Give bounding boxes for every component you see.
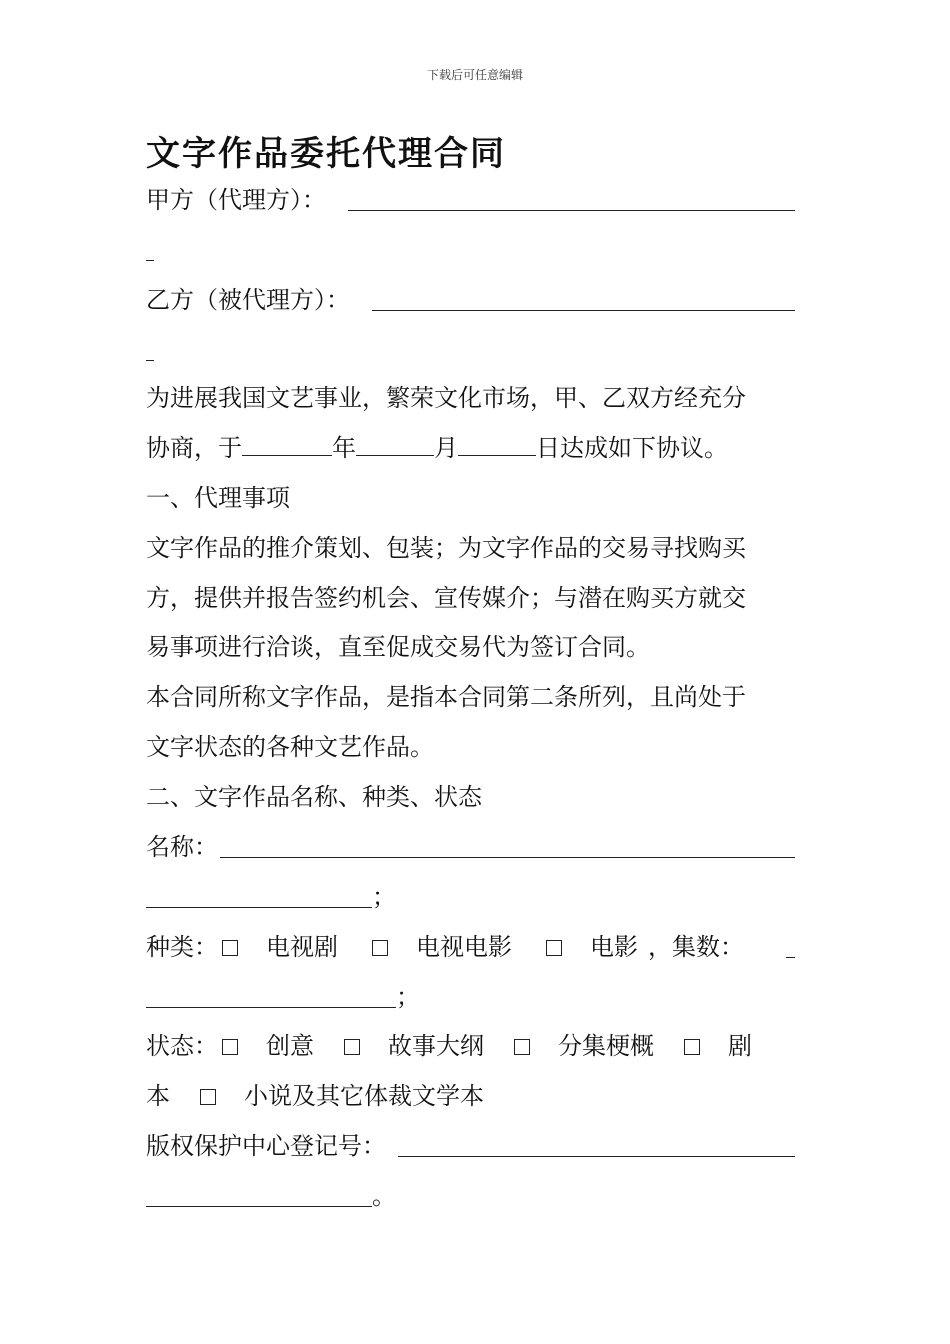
section-2-heading: 二、文字作品名称、种类、状态 xyxy=(146,783,482,811)
episodes-end: ； xyxy=(396,983,420,1011)
page-header: 下载后可任意编辑 xyxy=(426,68,523,82)
status-option-outline: 故事大纲 xyxy=(388,1032,484,1060)
intro-suffix: 日达成如下协议。 xyxy=(536,434,728,462)
day-field[interactable] xyxy=(458,433,536,456)
party-a-label: 甲方（代理方）： xyxy=(146,186,326,214)
kind-option-tv-series: 电视剧 xyxy=(266,933,338,961)
kind-row xyxy=(146,932,744,962)
status-checkbox-idea[interactable] xyxy=(222,1039,238,1055)
name-label: 名称： xyxy=(146,833,218,861)
party-b-field-tail xyxy=(146,360,154,361)
status-row xyxy=(146,1031,752,1061)
registration-field-line-2[interactable] xyxy=(146,1206,372,1207)
kind-option-film: 电影 xyxy=(590,933,638,961)
status-row-2 xyxy=(146,1081,484,1111)
name-field-line-2[interactable] xyxy=(146,907,372,908)
status-option-synopsis: 分集梗概 xyxy=(558,1032,654,1060)
document-title: 文字作品委托代理合同 xyxy=(146,134,506,174)
section-1-p2-line-1: 本合同所称文字作品，是指本合同第二条所列，且尚处于 xyxy=(146,683,746,711)
status-option-script-part-1: 剧 xyxy=(728,1032,752,1060)
registration-label: 版权保护中心登记号： xyxy=(146,1132,386,1160)
section-1-heading: 一、代理事项 xyxy=(146,484,290,512)
section-1-p1-line-1: 文字作品的推介策划、包装；为文字作品的交易寻找购买 xyxy=(146,534,746,562)
kind-checkbox-tv-series[interactable] xyxy=(222,940,238,956)
status-label: 状态： xyxy=(146,1032,218,1060)
registration-field[interactable] xyxy=(398,1156,795,1157)
kind-checkbox-tv-movie[interactable] xyxy=(372,940,388,956)
year-field[interactable] xyxy=(242,433,332,456)
section-1-p1-line-3: 易事项进行洽谈，直至促成交易代为签订合同。 xyxy=(146,633,650,661)
kind-label: 种类： xyxy=(146,933,218,961)
party-b-field[interactable] xyxy=(372,310,795,311)
month-label: 月 xyxy=(434,434,458,462)
party-a-field[interactable] xyxy=(348,210,795,211)
registration-end: 。 xyxy=(372,1182,396,1210)
status-checkbox-synopsis[interactable] xyxy=(514,1039,530,1055)
intro-line-2 xyxy=(146,433,728,463)
episodes-field-line-2[interactable] xyxy=(146,1007,396,1008)
month-field[interactable] xyxy=(356,433,434,456)
year-label: 年 xyxy=(332,434,356,462)
episodes-label: ，集数： xyxy=(648,933,744,961)
kind-checkbox-film[interactable] xyxy=(546,940,562,956)
party-b-label: 乙方（被代理方）： xyxy=(146,286,350,314)
section-1-p2-line-2: 文字状态的各种文艺作品。 xyxy=(146,733,434,761)
status-option-novel: 小说及其它体裁文学本 xyxy=(244,1082,484,1110)
status-checkbox-novel[interactable] xyxy=(200,1089,216,1105)
kind-option-tv-movie: 电视电影 xyxy=(416,933,512,961)
intro-prefix: 协商，于 xyxy=(146,434,242,462)
status-option-idea: 创意 xyxy=(266,1032,314,1060)
status-checkbox-outline[interactable] xyxy=(344,1039,360,1055)
status-checkbox-script[interactable] xyxy=(684,1039,700,1055)
episodes-field[interactable] xyxy=(786,957,795,958)
name-end: ； xyxy=(372,883,396,911)
name-field[interactable] xyxy=(220,857,795,858)
status-option-script-part-2: 本 xyxy=(146,1082,170,1110)
party-a-field-tail xyxy=(146,260,154,261)
section-1-p1-line-2: 方，提供并报告签约机会、宣传媒介；与潜在购买方就交 xyxy=(146,584,746,612)
intro-line-1: 为进展我国文艺事业，繁荣文化市场，甲、乙双方经充分 xyxy=(146,384,746,412)
